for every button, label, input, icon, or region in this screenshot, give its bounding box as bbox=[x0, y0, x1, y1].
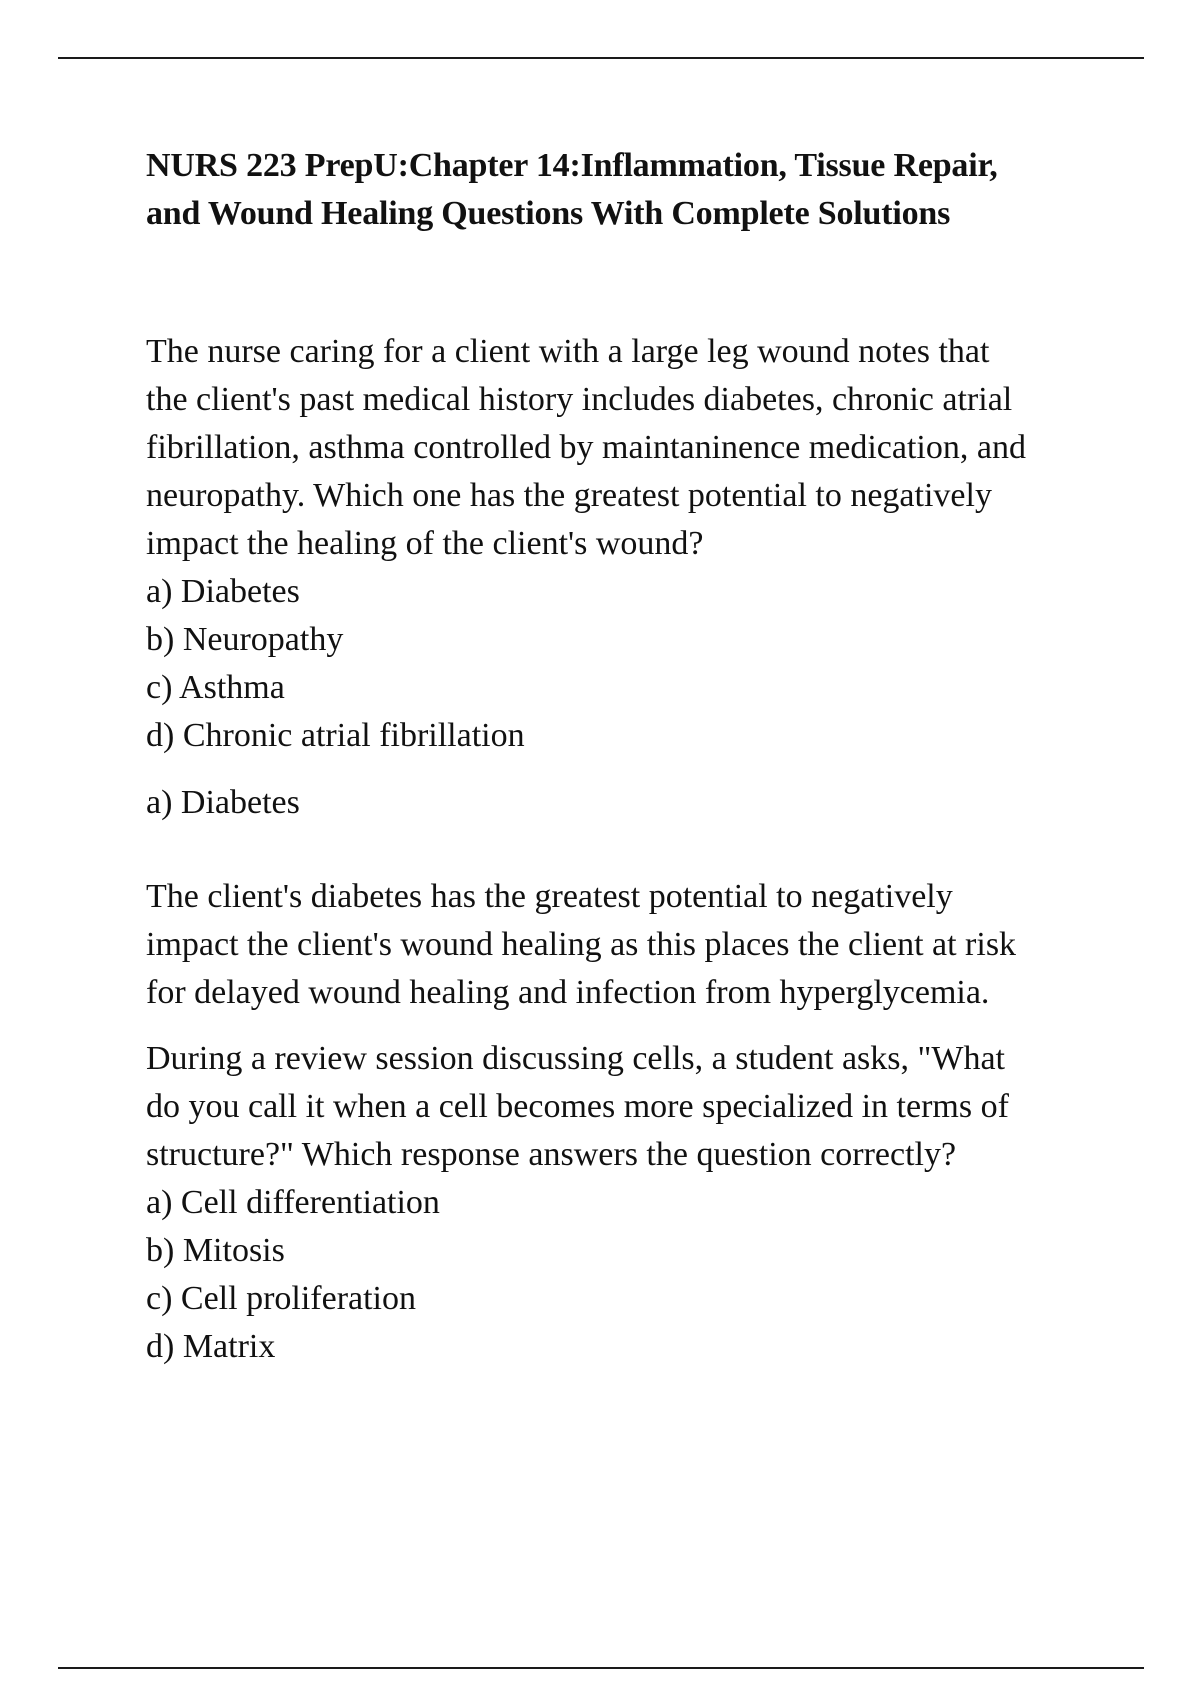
question-stem-line: the client's past medical history includes diabetes, chronic atrial bbox=[146, 381, 1013, 418]
option-d: d) Chronic atrial fibrillation bbox=[146, 717, 525, 754]
document-title-line: NURS 223 PrepU:Chapter 14:Inflammation, Tissue Repair, bbox=[146, 147, 998, 184]
question-2-stem bbox=[146, 1035, 1106, 1179]
question-1-answer: a) Diabetes bbox=[146, 784, 300, 821]
question-1-stem bbox=[146, 328, 1106, 568]
rationale-line: impact the client's wound healing as this places the client at risk bbox=[146, 926, 1017, 963]
question-stem-line: During a review session discussing cells, a student asks, "What bbox=[146, 1040, 1005, 1077]
rationale-line: The client's diabetes has the greatest potential to negatively bbox=[146, 878, 953, 915]
document-title bbox=[146, 142, 1106, 238]
rationale-line: for delayed wound healing and infection from hyperglycemia. bbox=[146, 974, 990, 1011]
option-d: d) Matrix bbox=[146, 1328, 276, 1365]
question-stem-line: do you call it when a cell becomes more specialized in terms of bbox=[146, 1088, 1009, 1125]
option-c: c) Asthma bbox=[146, 669, 285, 706]
question-stem-line: The nurse caring for a client with a large leg wound notes that bbox=[146, 333, 990, 370]
question-stem-line: structure?" Which response answers the question correctly? bbox=[146, 1136, 957, 1173]
option-a: a) Cell differentiation bbox=[146, 1184, 440, 1221]
option-c: c) Cell proliferation bbox=[146, 1280, 417, 1317]
question-stem-line: neuropathy. Which one has the greatest potential to negatively bbox=[146, 477, 992, 514]
document-title-line: and Wound Healing Questions With Complete Solutions bbox=[146, 195, 951, 232]
bottom-rule bbox=[58, 1667, 1144, 1669]
option-a: a) Diabetes bbox=[146, 573, 300, 610]
option-b: b) Mitosis bbox=[146, 1232, 285, 1269]
option-b: b) Neuropathy bbox=[146, 621, 344, 658]
question-stem-line: fibrillation, asthma controlled by maintaninence medication, and bbox=[146, 429, 1026, 466]
question-stem-line: impact the healing of the client's wound? bbox=[146, 525, 704, 562]
question-2-options bbox=[146, 1179, 1106, 1371]
top-rule bbox=[58, 57, 1144, 59]
question-1-rationale bbox=[146, 873, 1106, 1017]
document-body bbox=[146, 142, 1106, 1371]
question-1-options bbox=[146, 568, 1106, 760]
